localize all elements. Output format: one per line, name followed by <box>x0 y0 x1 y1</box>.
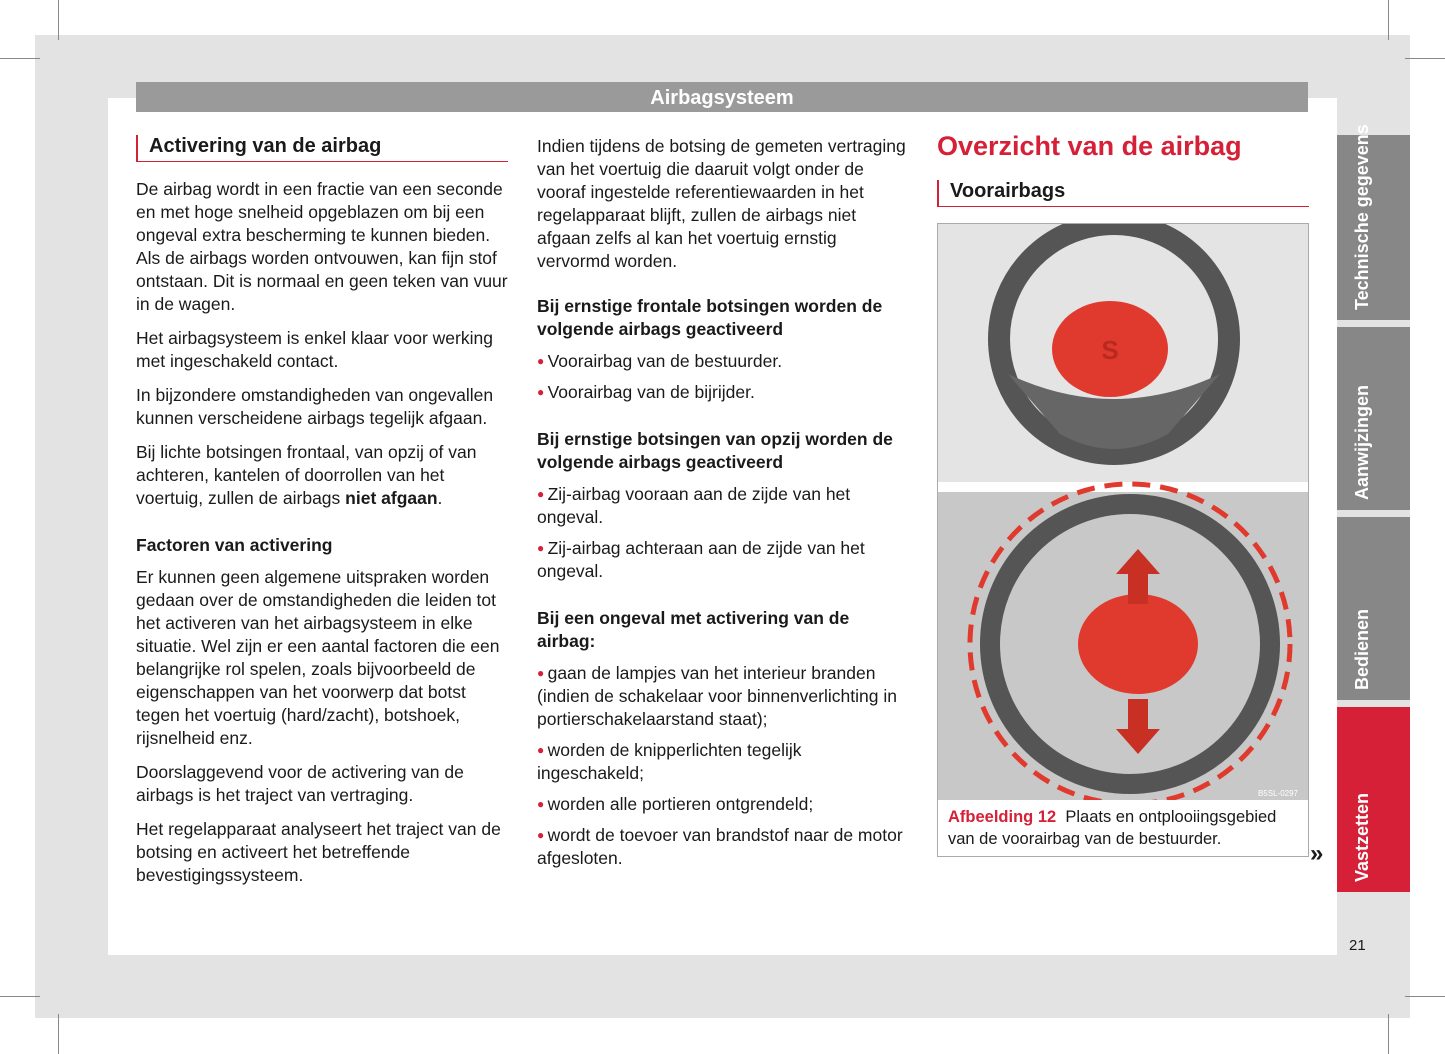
tab-aanwijzingen[interactable] <box>1337 327 1410 510</box>
section-title: Voorairbags <box>937 180 1309 207</box>
paragraph: Er kunnen geen algemene uitspraken worden gedaan over de omstandigheden die leiden tot het activeren van het airbagsysteem in elke situatie. Wel zijn er een aantal factoren die een belangrijke rol spelen, zoals bijvoorbeeld de eigenschappen van het voorwerp dat botst tegen het voertuig (hard/zacht), botshoek, rijsnelheid enz. <box>136 567 500 748</box>
tab-bedienen[interactable] <box>1337 517 1410 700</box>
chapter-header: Airbagsysteem <box>136 82 1308 112</box>
section-title: Activering van de airbag <box>136 135 508 162</box>
paragraph: In bijzondere omstandigheden van ongevallen kunnen verscheidene airbags tegelijk afgaan. <box>136 385 494 428</box>
paragraph: Indien tijdens de botsing de gemeten vertraging van het voertuig die daaruit volgt onder de vooraf ingestelde referentiewaarden in het regelapparaat blijft, zullen de airbags niet afgaan zelfs al kan het voertuig ernstig vervormd worden. <box>537 136 906 271</box>
paragraph: Het regelapparaat analyseert het traject van de botsing en activeert het betreffende bevestigingssysteem. <box>136 819 501 885</box>
tab-vastzetten[interactable] <box>1337 707 1410 892</box>
text: . <box>437 488 443 508</box>
bullet-item: ● Zij-airbag vooraan aan de zijde van het ongeval. <box>537 483 909 529</box>
column-1 <box>136 135 508 898</box>
tab-label: Aanwijzingen <box>1352 384 1372 500</box>
subheading: Bij een ongeval met activering van de airbag: <box>537 608 850 651</box>
bullet-item: ● Voorairbag van de bestuurder. <box>537 350 909 373</box>
svg-text:S: S <box>1101 335 1119 365</box>
page-title: Overzicht van de airbag <box>937 131 1242 161</box>
tab-label: Vastzetten <box>1352 792 1372 882</box>
emphasis: niet afgaan <box>345 488 438 508</box>
paragraph: Het airbagsysteem is enkel klaar voor werking met ingeschakeld contact. <box>136 328 493 371</box>
bullet-item: ● worden de knipperlichten tegelijk ingeschakeld; <box>537 739 909 785</box>
bullet-item: ● worden alle portieren ontgrendeld; <box>537 793 909 816</box>
figure-code: B5SL-0297 <box>1257 789 1298 798</box>
tab-label: Technische gegevens <box>1352 124 1372 310</box>
figure-label: Afbeelding 12 <box>948 808 1057 826</box>
bullet-item: ● wordt de toevoer van brandstof naar de motor afgesloten. <box>537 824 909 870</box>
paragraph: Doorslaggevend voor de activering van de airbags is het traject van vertraging. <box>136 762 464 805</box>
subheading: Factoren van activering <box>136 535 333 555</box>
subheading: Bij ernstige frontale botsingen worden de volgende airbags geactiveerd <box>537 296 883 339</box>
subheading: Bij ernstige botsingen van opzij worden de volgende airbags geactiveerd <box>537 429 893 472</box>
tab-label: Bedienen <box>1352 608 1372 690</box>
tab-technische-gegevens[interactable] <box>1337 124 1410 320</box>
bullet-item: ● Voorairbag van de bijrijder. <box>537 381 909 404</box>
figure <box>937 223 1309 857</box>
bullet-item: ● Zij-airbag achteraan aan de zijde van het ongeval. <box>537 537 909 583</box>
column-2 <box>537 135 909 878</box>
paragraph: De airbag wordt in een fractie van een seconde en met hoge snelheid opgeblazen om bij een ongeval extra bescherming te kunnen bieden. Als de airbags worden ontvouwen, kan fijn stof ontstaan. Dit is normaal en geen teken van vuur in de wagen. <box>136 179 508 314</box>
column-3 <box>937 131 1309 857</box>
paragraph <box>136 441 508 510</box>
bullet-item: ● gaan de lampjes van het interieur branden (indien de schakelaar voor binnenverlichting in portierschakelaarstand staat); <box>537 662 909 731</box>
continued-marker: » <box>1310 840 1324 867</box>
figure-caption <box>938 800 1308 856</box>
steering-wheel-illustration <box>938 224 1308 800</box>
caption-text: Plaats en ontplooiingsgebied van de voorairbag van de bestuurder. <box>948 808 1277 848</box>
text: Bij lichte botsingen frontaal, van opzij of van achteren, kantelen of doorrollen van het voertuig, zullen de airbags <box>136 442 477 508</box>
page-number: 21 <box>1349 937 1366 954</box>
